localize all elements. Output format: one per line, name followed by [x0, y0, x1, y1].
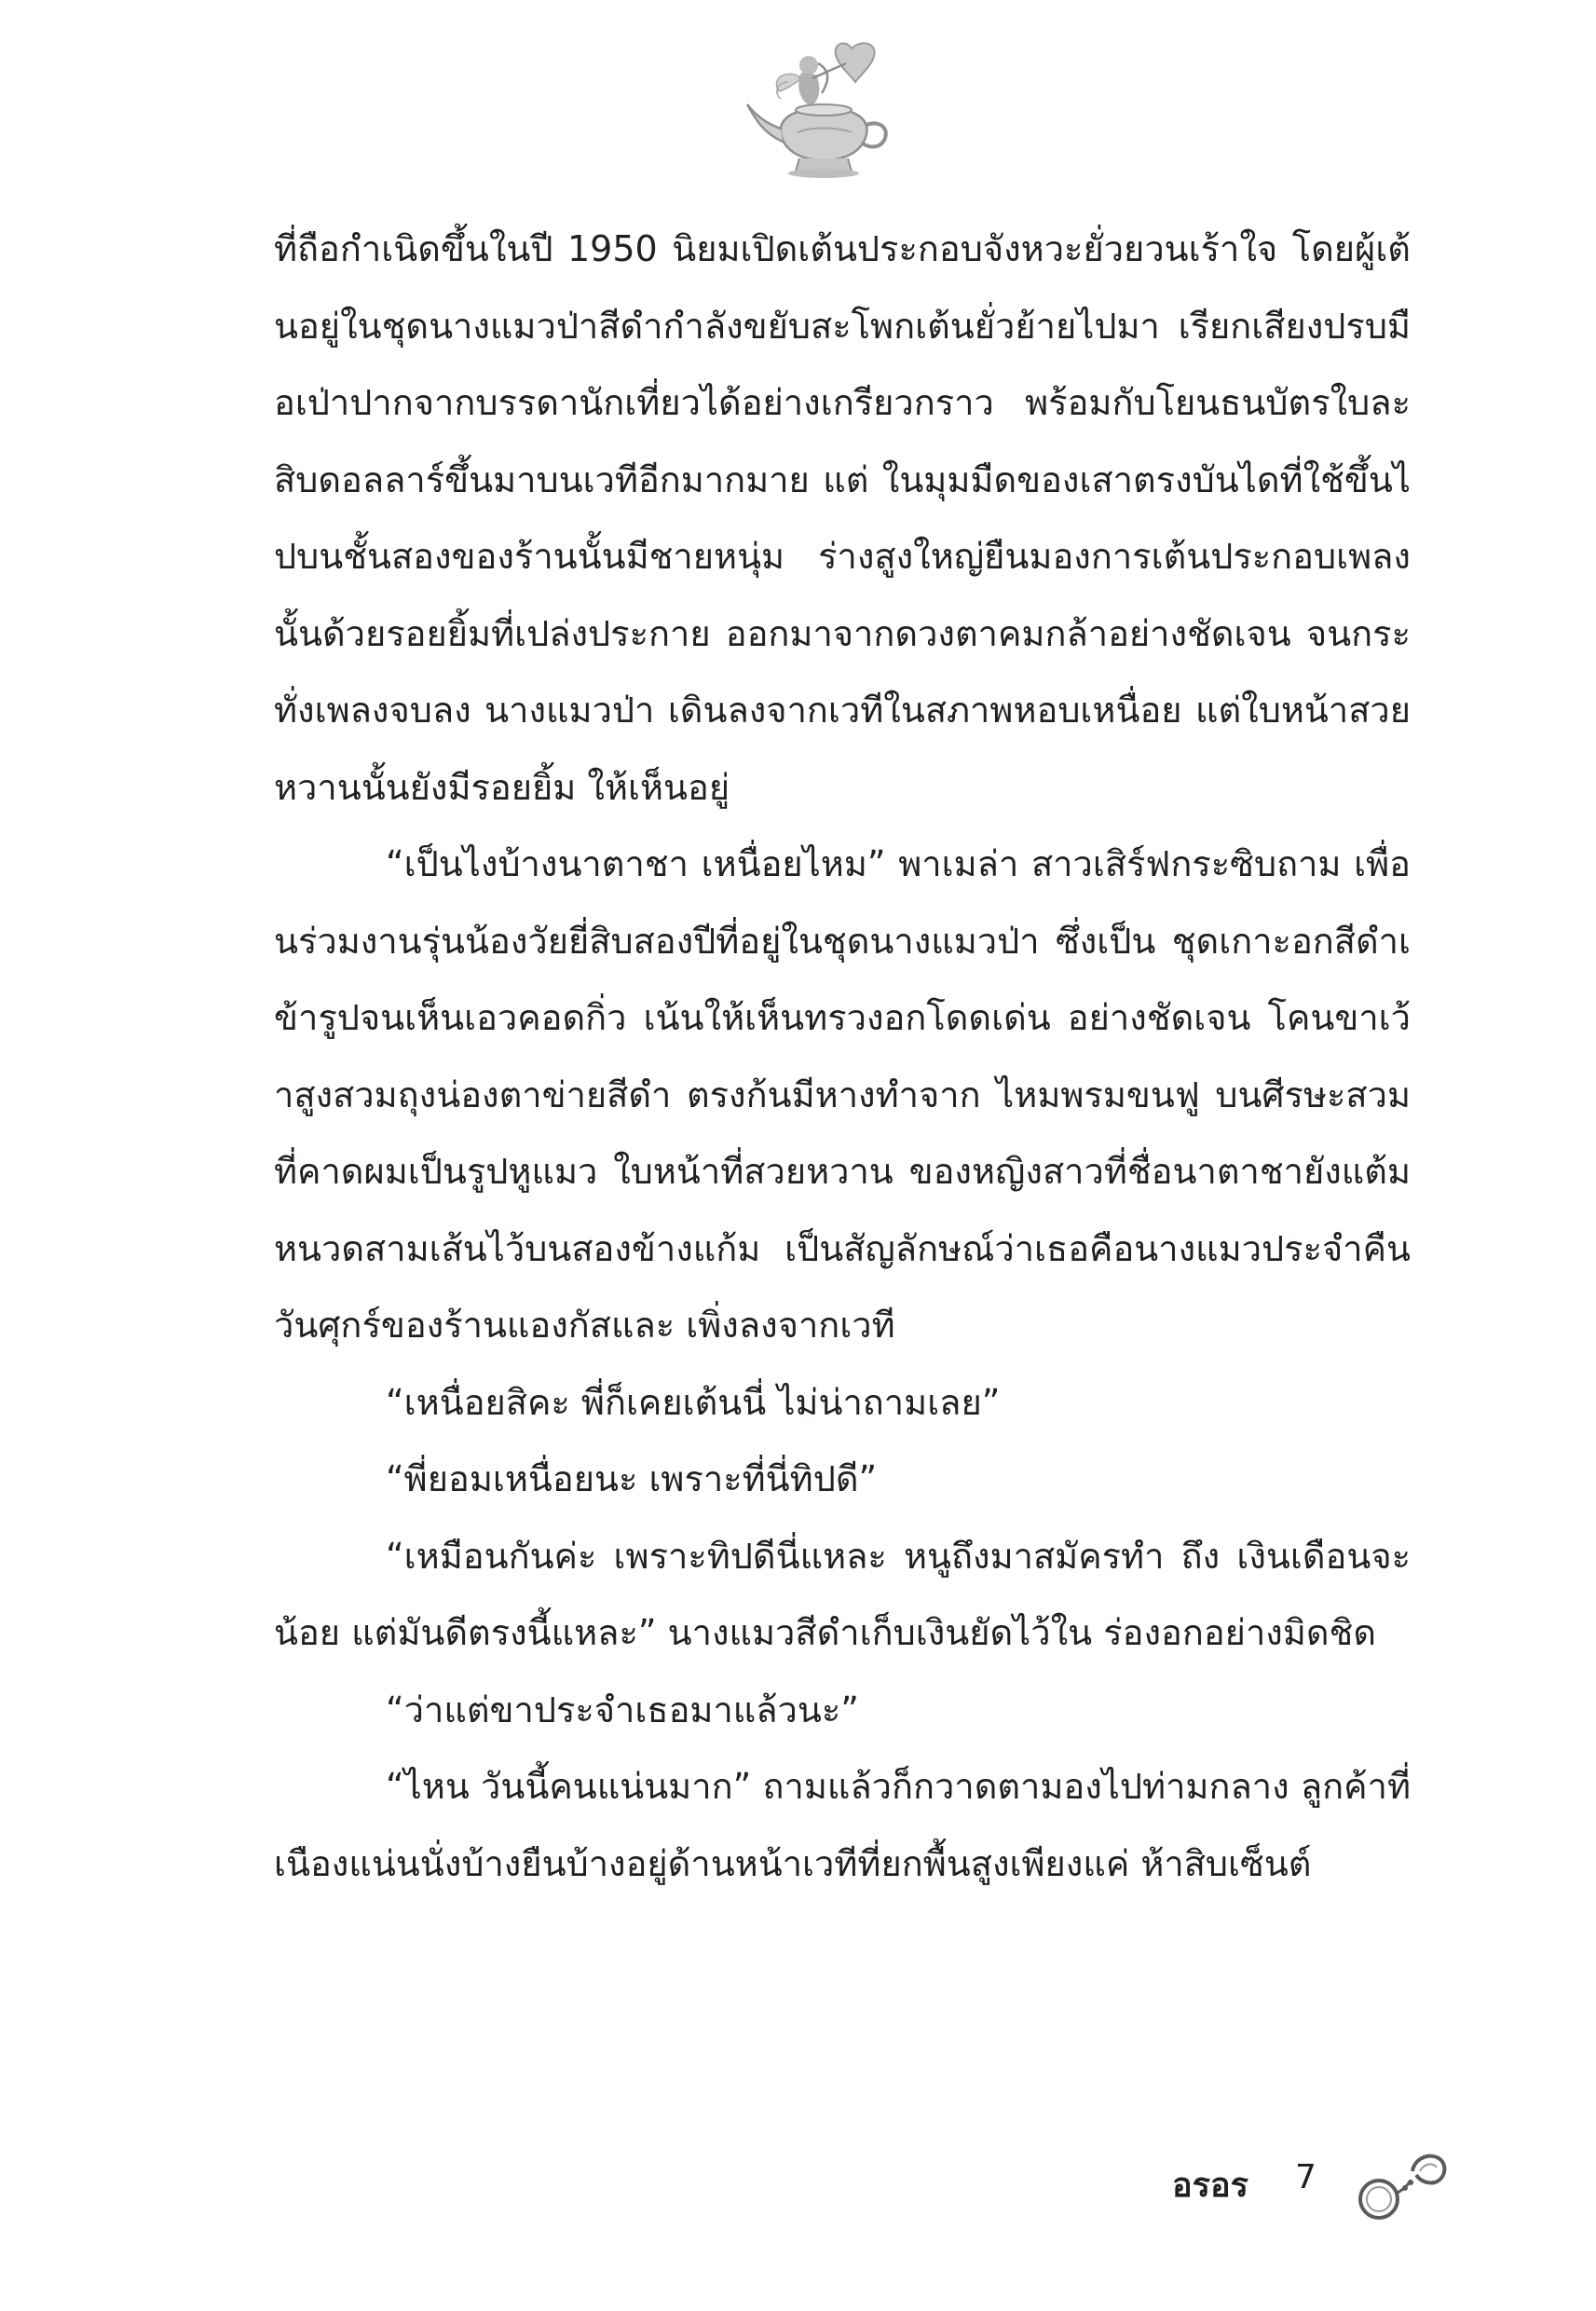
paragraph-2: “เป็นไงบ้างนาตาชา เหนื่อยไหม” พาเมล่า สาวเสิร์ฟกระซิบถาม เพื่อนร่วมงานรุ่นน้องวัยยี่สิบสองปีที่อยู่ในชุดนางแมวป่า ซึ่งเป็น ชุดเกาะอกสีดำเข้ารูปจนเห็นเอวคอดกิ่ว เน้นให้เห็นทรวงอกโดดเด่น อย่างชัดเจน โคนขาเว้าสูงสวมถุงน่องตาข่ายสีดำ ตรงก้นมีหางทำจาก ไหมพรมขนฟู บนศีรษะสวมที่คาดผมเป็นรูปหูแมว ใบหน้าที่สวยหวาน ของหญิงสาวที่ชื่อนาตาชายังแต้มหนวดสามเส้นไว้บนสองข้างแก้ม เป็นสัญลักษณ์ว่าเธอคือนางแมวประจำคืนวันศุกร์ของร้านแองกัสและ เพิ่งลงจากเวที [274, 843, 1411, 1346]
cupid-teapot-icon [742, 35, 909, 194]
handcuffs-icon [1349, 2145, 1452, 2229]
paragraph-3: “เหนื่อยสิคะ พี่ก็เคยเต้นนี่ ไม่น่าถามเลย” [386, 1381, 1001, 1423]
paragraph-7: “ไหน วันนี้คนแน่นมาก” ถามแล้วก็กวาดตามองไปท่ามกลาง ลูกค้าที่เนืองแน่นนั่งบ้างยืนบ้างอยู่ด้านหน้าเวทีที่ยกพื้นสูงเพียงแค่ ห้าสิบเซ็นต์ [274, 1766, 1411, 1884]
paragraph-4: “พี่ยอมเหนื่อยนะ เพราะที่นี่ทิปดี” [386, 1458, 878, 1499]
paragraph-1: ที่ถือกำเนิดขึ้นในปี 1950 นิยมเปิดเต้นประกอบจังหวะยั่วยวนเร้าใจ โดยผู้เต้นอยู่ในชุดนางแมวป่าสีดำกำลังขยับสะโพกเต้นยั่วย้ายไปมา เรียกเสียงปรบมือเป่าปากจากบรรดานักเที่ยวได้อย่างเกรียวกราว พร้อมกับโยนธนบัตรใบละสิบดอลลาร์ขึ้นมาบนเวทีอีกมากมาย แต่ ในมุมมืดของเสาตรงบันไดที่ใช้ขึ้นไปบนชั้นสองของร้านนั้นมีชายหนุ่ม ร่างสูงใหญ่ยืนมองการเต้นประกอบเพลงนั้นด้วยรอยยิ้มที่เปล่งประกาย ออกมาจากดวงตาคมกล้าอย่างชัดเจน จนกระทั่งเพลงจบลง นางแมวป่า เดินลงจากเวทีในสภาพหอบเหนื่อย แต่ใบหน้าสวยหวานนั้นยังมีรอยยิ้ม ให้เห็นอยู่ [274, 228, 1411, 808]
page-footer [1099, 2145, 1472, 2229]
paragraph-5: “เหมือนกันค่ะ เพราะทิปดีนี่แหละ หนูถึงมาสมัครทำ ถึง เงินเดือนจะน้อย แต่มันดีตรงนี้แหละ” นางแมวสีดำเก็บเงินยัดไว้ใน ร่องอกอย่างมิดชิด [274, 1535, 1411, 1653]
author-name: อรอร [1172, 2167, 1248, 2205]
page-number: 7 [1295, 2158, 1316, 2196]
body-text [274, 211, 1411, 1902]
paragraph-6: “ว่าแต่ขาประจำเธอมาแล้วนะ” [386, 1689, 859, 1730]
